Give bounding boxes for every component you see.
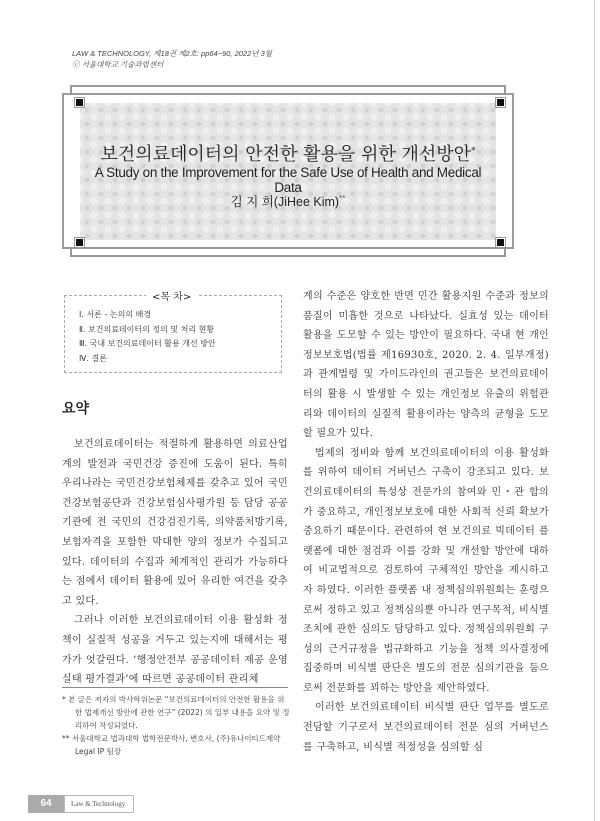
toc-item[interactable]: Ⅲ. 국내 보건의료데이터 활용 개선 방안 <box>79 339 216 348</box>
paragraph: 법제의 정비와 함께 보건의료데이터의 이용 활성화를 위하여 데이터 거버넌스 구축이 강조되고 있다. 보건의료데이터의 특성상 전문가의 참여와 민・관 합의가 중요하고, 개인정보보호에 대한 사회적 신뢰 확보가 중요하기 때문이다. 관련하여 현 보건의료 빅데이터 플랫폼에 대한 점검과 이를 강화 및 개선할 방안에 대하여 비교법적으로 검토하여 구체적인 방안을 제시하고자 하였다. 이러한 플랫폼 내 정책심의위원회는 훈령으로써 정하고 있고 정책심의뿐 아니라 연구목적, 비식별조치에 관한 심의도 담당하고 있다. 정책심의위원회 구성의 근거규정을 법규화하고 기능을 정책 의사결정에 집중하며 비식별 판단은 별도의 전문 심의기관을 둠으로써 전문화를 꾀하는 방안을 제안하였다. <box>303 447 549 694</box>
abstract-right-column <box>303 287 549 757</box>
journal-citation: LAW & TECHNOLOGY, 제18권 제2호: pp64~90, 2022년 3월 <box>72 49 273 58</box>
corner-square-icon <box>497 239 504 246</box>
author: 김 지 희(JiHee Kim)** <box>230 193 346 209</box>
abstract-heading: 요약 <box>62 401 90 417</box>
article-title-english: A Study on the Improvement for the Safe Use of Health and Medical Data <box>94 165 482 195</box>
toc-item[interactable]: Ⅰ. 서론 - 논의의 배경 <box>79 310 152 319</box>
corner-square-icon <box>76 99 83 106</box>
paragraph: 그러나 이러한 보건의료데이터 이용 활성화 정책이 실질적 성공을 거두고 있는지에 대해서는 평가가 엇갈린다. ‘행정안전부 공공데이터 제공 운영실태 평가결과’에 따르면 공공데이터 관리체 <box>62 615 288 686</box>
toc-heading: <목 차> <box>146 288 197 303</box>
paragraph: 계의 수준은 양호한 반면 민간 활용지원 수준과 정보의 품질이 미흡한 것으로 나타났다. 실효성 있는 데이터 활용을 도모할 수 있는 방안이 필요하다. 국내 현 개인정보보호법(법률 제16930호, 2020. 2. 4. 일부개정)과 관계법령 및 가이드라인의 권고들은 보건의료데이터의 활용 시 발생할 수 있는 개인정보 유출의 위험관리와 데이터의 실질적 활용이라는 양측의 균형을 도모할 필요가 있다. <box>303 291 549 440</box>
paragraph: 보건의료데이터는 적절하게 활용하면 의료산업계의 발전과 국민건강 증진에 도움이 된다. 특히 우리나라는 국민건강보험체제를 갖추고 있어 국민건강보험공단과 건강보험심사평가원 등 담당 공공기관에 전 국민의 건강검진기록, 의약품처방기록, 보험자격을 포함한 막대한 양의 정보가 수집되고 있다. 데이터의 수집과 체계적인 관리가 가능하다는 점에서 데이터 활용에 있어 유리한 여건을 갖추고 있다. <box>62 439 288 607</box>
journal-copyright: ⓒ 서울대학교 기술과법센터 <box>72 60 164 69</box>
corner-square-icon <box>76 239 83 246</box>
corner-square-icon <box>497 99 504 106</box>
page-edge <box>594 0 595 821</box>
paragraph: 이러한 보건의료데이터 비식별 판단 업무를 별도로 전담할 기구로서 보건의료데이터 전문 심의 거버넌스를 구축하고, 비식별 적정성을 심의할 심 <box>303 702 549 753</box>
footnote: * 본 글은 저자의 박사학위논문 “보건의료데이터의 안전한 활용을 위한 법제개선 방안에 관한 연구” (2022) 의 일부 내용을 요약 및 정리하여 작성되었다. <box>62 695 290 730</box>
abstract-left-column <box>62 435 288 690</box>
footnote-divider <box>62 687 288 688</box>
toc-item[interactable]: Ⅳ. 결론 <box>79 353 107 363</box>
table-of-contents <box>64 295 282 373</box>
footer-journal-name: Law & Technology <box>64 795 134 813</box>
page-number: 64 <box>28 795 64 813</box>
toc-item[interactable]: Ⅱ. 보건의료데이터의 정의 및 처리 현황 <box>79 324 215 334</box>
footnote: ** 서울대학교 법과대학 법학전문박사, 변호사, (주)유나이티드제약 Legal IP 팀장 <box>62 734 281 756</box>
article-title-korean: 보건의료데이터의 안전한 활용을 위한 개선방안* <box>100 144 476 165</box>
footnotes <box>62 693 290 758</box>
journal-info <box>72 48 272 70</box>
